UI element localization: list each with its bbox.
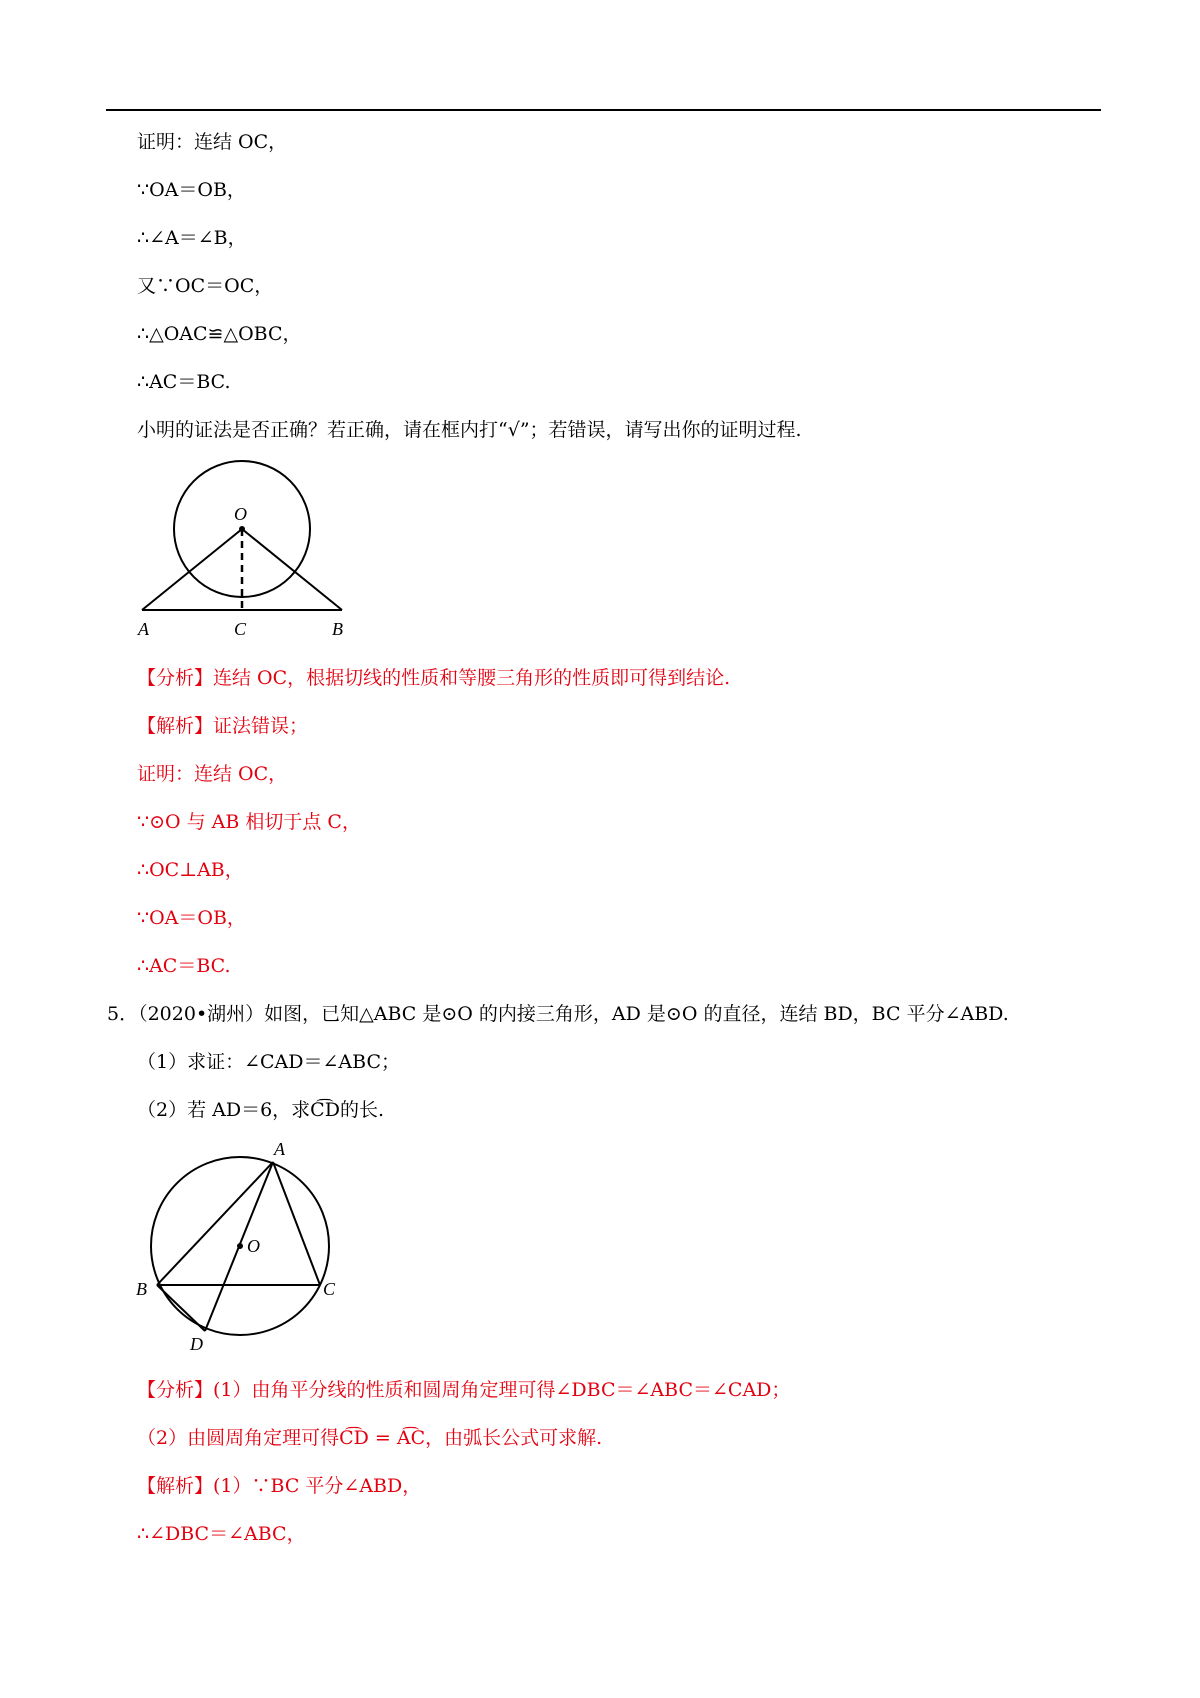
label-o: O [234, 504, 247, 524]
solution-line: ∴AC＝BC. [137, 955, 231, 977]
solution-line: 【解析】(1）∵BC 平分∠ABD， [137, 1475, 422, 1497]
segment-ab [157, 1162, 273, 1285]
analysis-line: （2）由圆周角定理可得C͡D = A͡C，由弧长公式可求解. [137, 1427, 603, 1449]
label-d: D [190, 1334, 203, 1354]
segment-oa [142, 529, 242, 610]
segment-ac [273, 1162, 320, 1285]
problem5-part1: （1）求证：∠CAD＝∠ABC； [137, 1051, 400, 1073]
problem5-part2: （2）若 AD＝6，求C͡D的长. [137, 1099, 384, 1121]
point-o [239, 526, 245, 532]
solution-line: ∵⊙O 与 AB 相切于点 C， [137, 811, 361, 833]
segment-ob [242, 529, 342, 610]
label-c: C [323, 1279, 336, 1299]
label-a: A [274, 1139, 285, 1159]
label-c: C [234, 619, 247, 639]
proof-line: 又∵OC＝OC， [137, 275, 274, 297]
point-o [237, 1243, 243, 1249]
solution-line: 【解析】证法错误； [137, 715, 309, 737]
header-rule [106, 109, 1101, 111]
proof-line: ∴△OAC≌△OBC， [137, 323, 302, 345]
proof-line: ∴AC＝BC. [137, 371, 231, 393]
proof-line: 证明：连结 OC， [137, 131, 288, 153]
question-line: 小明的证法是否正确？若正确，请在框内打“√”；若错误，请写出你的证明过程. [137, 419, 802, 441]
solution-line: ∴∠DBC＝∠ABC， [137, 1523, 306, 1545]
proof-line: ∴∠A＝∠B， [137, 227, 247, 249]
solution-line: ∵OA＝OB， [137, 907, 246, 929]
proof-line: ∵OA＝OB， [137, 179, 246, 201]
figure-inscribed-triangle [130, 1135, 355, 1355]
label-b: B [136, 1279, 147, 1299]
analysis-line: 【分析】(1）由角平分线的性质和圆周角定理可得∠DBC＝∠ABC＝∠CAD； [137, 1379, 791, 1401]
segment-bd [157, 1285, 205, 1331]
solution-line: 证明：连结 OC， [137, 763, 288, 785]
solution-line: ∴OC⊥AB， [137, 859, 244, 881]
label-a: A [138, 619, 149, 639]
problem5-stem: 5．（2020•湖州）如图，已知△ABC 是⊙O 的内接三角形，AD 是⊙O 的直径，连结 BD，BC 平分∠ABD. [107, 1003, 1009, 1025]
analysis-line: 【分析】连结 OC，根据切线的性质和等腰三角形的性质即可得到结论. [137, 667, 731, 689]
label-o: O [247, 1236, 260, 1256]
label-b: B [332, 619, 343, 639]
figure-tangent-circle [130, 460, 360, 640]
